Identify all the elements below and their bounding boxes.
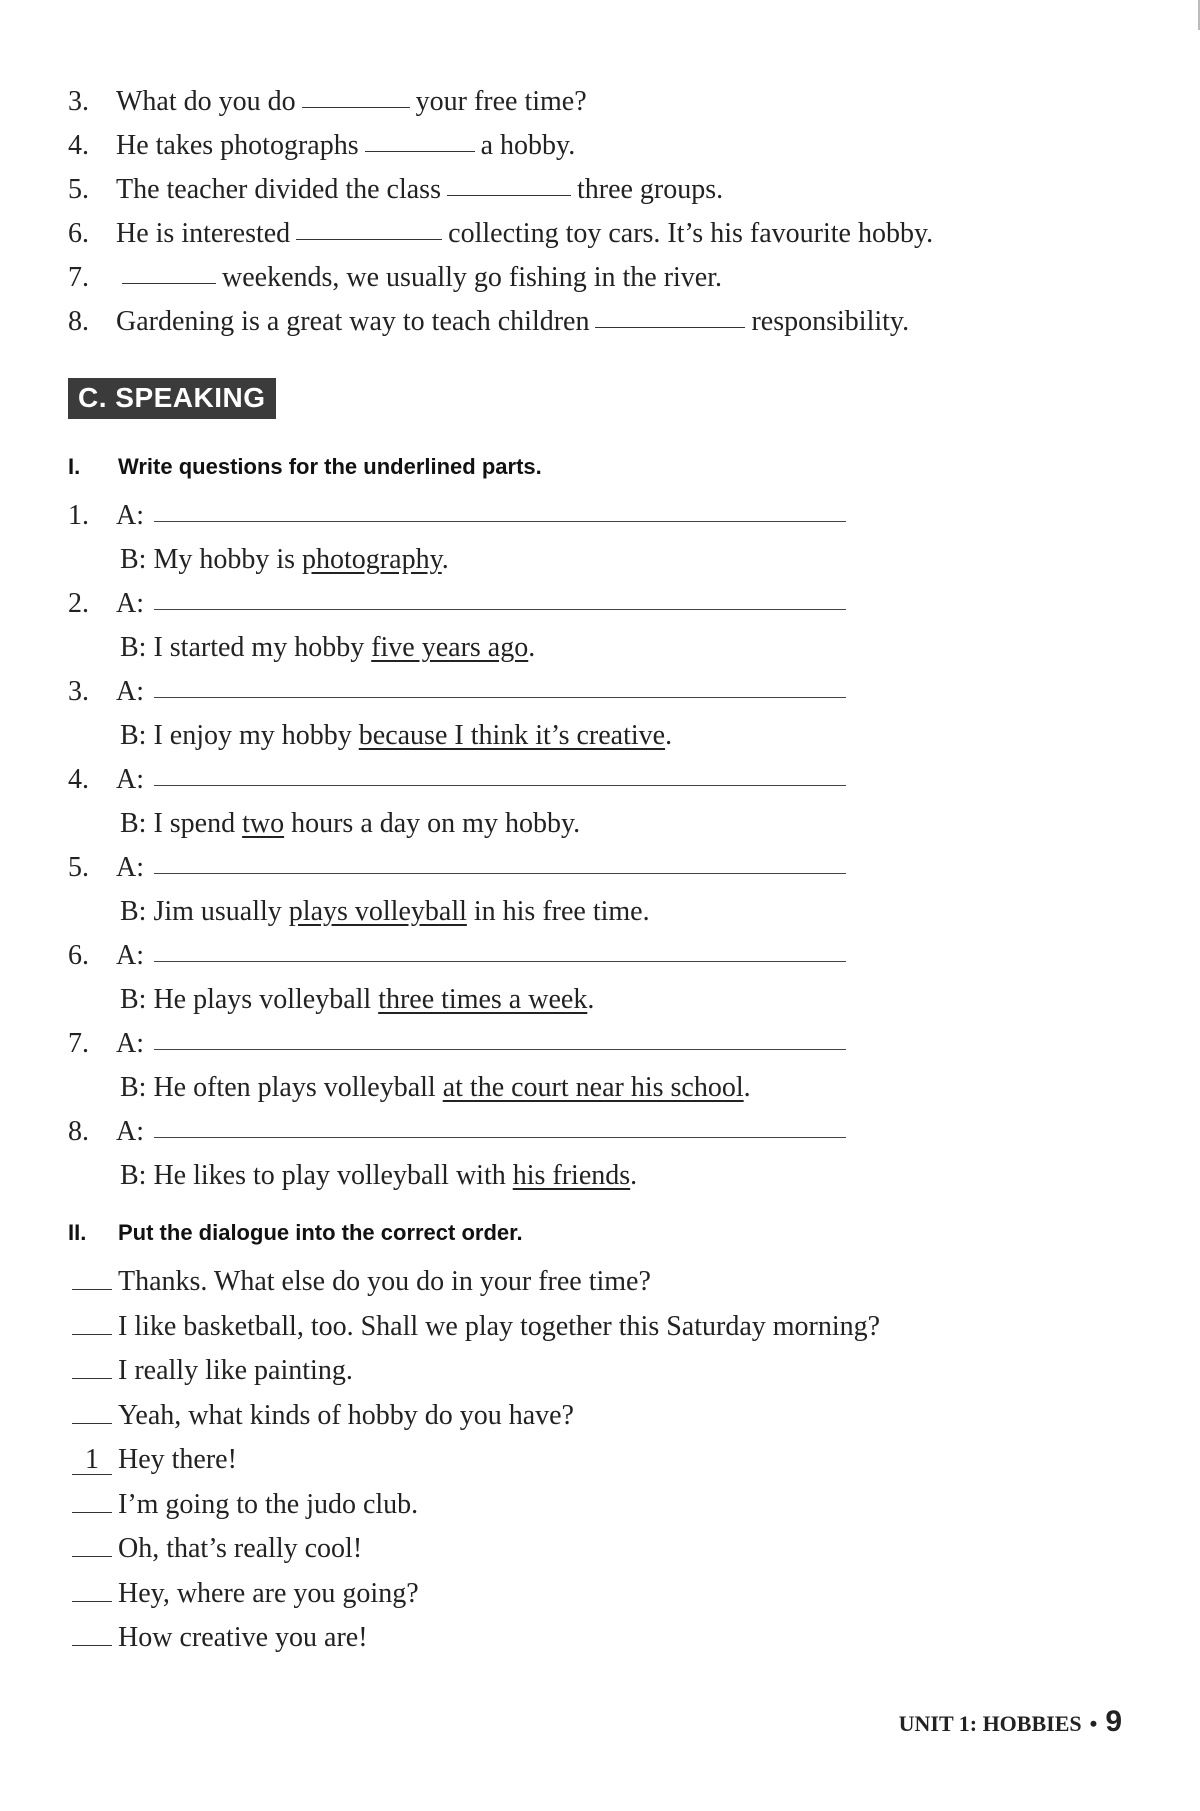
question-line: [68, 1028, 846, 1060]
underlined-part: three times a week: [378, 984, 588, 1015]
footer-unit-title: UNIT 1: HOBBIES: [898, 1711, 1082, 1736]
question-line: [68, 764, 846, 796]
dialogue-text: I’m going to the judo club.: [118, 1488, 419, 1520]
dialogue-line: [72, 1444, 237, 1476]
question-line: [68, 940, 846, 972]
order-slot[interactable]: [72, 1289, 112, 1290]
dialogue-line: [72, 1533, 362, 1565]
order-slot[interactable]: [72, 1334, 112, 1335]
underlined-part: photography: [302, 544, 442, 575]
item-number: 4.: [68, 764, 89, 795]
item-text-before: He takes photographs: [116, 130, 359, 161]
answer-sentence: [120, 808, 580, 840]
dialogue-line: [72, 1311, 880, 1343]
exercise-2-instruction: [68, 1220, 523, 1246]
page-footer: [899, 1705, 1122, 1739]
underlined-part: his friends: [512, 1160, 631, 1191]
answer-blank[interactable]: [365, 150, 475, 152]
speaker-a-label: A:: [116, 852, 144, 883]
item-number: 8.: [68, 306, 89, 337]
answer-prefix: B: He likes to play volleyball with: [120, 1160, 513, 1191]
exercise-1-instruction: [68, 454, 542, 480]
answer-sentence: [120, 632, 535, 664]
item-number: 3.: [68, 86, 89, 117]
answer-suffix: .: [743, 1072, 751, 1103]
speaker-a-label: A:: [116, 676, 144, 707]
question-answer-line[interactable]: [154, 1137, 846, 1138]
footer-bullet: •: [1089, 1711, 1098, 1736]
item-number: 5.: [68, 852, 89, 883]
underlined-part: because I think it’s creative: [358, 720, 666, 751]
question-answer-line[interactable]: [154, 609, 846, 610]
item-number: 3.: [68, 676, 89, 707]
item-number: 7.: [68, 262, 89, 293]
exercise-item: [68, 306, 909, 338]
exercise-item: [68, 218, 933, 250]
dialogue-text: Thanks. What else do you do in your free time?: [118, 1266, 651, 1297]
dialogue-line: [72, 1400, 574, 1432]
item-number: 6.: [68, 940, 89, 971]
answer-suffix: in his free time.: [466, 896, 650, 927]
exercise-2-instruction-text: Put the dialogue into the correct order.: [118, 1220, 523, 1245]
answer-sentence: [120, 984, 594, 1016]
answer-blank[interactable]: [447, 194, 571, 196]
answer-suffix: hours a day on my hobby.: [284, 808, 581, 839]
underlined-part: five years ago: [371, 632, 529, 663]
item-text-after: weekends, we usually go fishing in the river.: [222, 262, 723, 293]
speaker-a-label: A:: [116, 940, 144, 971]
question-line: [68, 852, 846, 884]
exercise-1-instruction-text: Write questions for the underlined parts.: [118, 454, 542, 479]
answer-suffix: .: [441, 544, 449, 575]
order-slot[interactable]: [72, 1512, 112, 1513]
order-slot[interactable]: [72, 1556, 112, 1557]
question-answer-line[interactable]: [154, 785, 846, 786]
question-answer-line[interactable]: [154, 1049, 846, 1050]
answer-prefix: B: I enjoy my hobby: [120, 720, 359, 751]
answer-blank[interactable]: [296, 238, 442, 240]
dialogue-text: I really like painting.: [118, 1355, 353, 1386]
exercise-item: [68, 130, 575, 162]
dialogue-line: [72, 1266, 651, 1298]
order-slot[interactable]: [72, 1601, 112, 1602]
order-slot[interactable]: [72, 1423, 112, 1424]
dialogue-line: [72, 1622, 368, 1654]
dialogue-text: Oh, that’s really cool!: [118, 1533, 363, 1564]
item-text-after: responsibility.: [751, 306, 910, 337]
answer-sentence: [120, 1160, 637, 1192]
speaker-a-label: A:: [116, 1028, 144, 1059]
dialogue-text: How creative you are!: [118, 1622, 368, 1653]
answer-sentence: [120, 720, 672, 752]
underlined-part: at the court near his school: [442, 1072, 744, 1103]
order-slot[interactable]: [72, 1378, 112, 1379]
item-number: 4.: [68, 130, 89, 161]
dialogue-line: [72, 1578, 419, 1610]
dialogue-text: Hey, where are you going?: [118, 1577, 419, 1609]
answer-sentence: [120, 544, 449, 576]
answer-prefix: B: He often plays volleyball: [120, 1072, 443, 1103]
answer-blank[interactable]: [302, 106, 410, 108]
item-number: 6.: [68, 218, 89, 249]
question-line: [68, 676, 846, 708]
dialogue-line: [72, 1489, 418, 1521]
answer-suffix: .: [665, 720, 673, 751]
item-text-before: Gardening is a great way to teach children: [116, 306, 590, 337]
answer-prefix: B: My hobby is: [120, 544, 303, 575]
item-text-after: collecting toy cars. It’s his favourite hobby.: [448, 218, 934, 249]
order-slot[interactable]: [72, 1645, 112, 1646]
exercise-item: [68, 262, 722, 294]
dialogue-text: Yeah, what kinds of hobby do you have?: [118, 1399, 574, 1431]
item-text-before: He is interested: [116, 218, 291, 249]
dialogue-line: [72, 1355, 353, 1387]
item-text-after: three groups.: [576, 174, 724, 205]
answer-blank[interactable]: [122, 282, 216, 284]
exercise-1-number: I.: [68, 454, 81, 479]
question-line: [68, 588, 846, 620]
item-text-before: The teacher divided the class: [116, 174, 441, 205]
speaker-a-label: A:: [116, 500, 144, 531]
answer-prefix: B: He plays volleyball: [120, 984, 379, 1015]
question-line: [68, 500, 846, 532]
question-answer-line[interactable]: [154, 521, 846, 522]
dialogue-text: I like basketball, too. Shall we play together this Saturday morning?: [118, 1310, 881, 1342]
speaker-a-label: A:: [116, 1116, 144, 1147]
answer-prefix: B: I spend: [120, 808, 243, 839]
question-answer-line[interactable]: [154, 697, 846, 698]
underlined-part: plays volleyball: [288, 896, 467, 927]
item-number: 5.: [68, 174, 89, 205]
answer-suffix: .: [528, 632, 536, 663]
answer-suffix: .: [630, 1160, 638, 1191]
answer-prefix: B: I started my hobby: [120, 632, 372, 663]
exercise-item: [68, 174, 723, 206]
item-number: 7.: [68, 1028, 89, 1059]
underlined-part: two: [242, 808, 285, 839]
answer-sentence: [120, 896, 650, 928]
section-heading-speaking: C. SPEAKING: [68, 378, 276, 419]
dialogue-text: Hey there!: [118, 1444, 237, 1475]
speaker-a-label: A:: [116, 588, 144, 619]
order-slot[interactable]: 1: [72, 1446, 112, 1475]
speaker-a-label: A:: [116, 764, 144, 795]
page-number: 9: [1105, 1705, 1122, 1738]
item-number: 1.: [68, 500, 89, 531]
exercise-2-number: II.: [68, 1220, 87, 1245]
answer-blank[interactable]: [595, 326, 745, 328]
answer-sentence: [120, 1072, 751, 1104]
item-number: 2.: [68, 588, 89, 619]
answer-suffix: .: [587, 984, 595, 1015]
question-line: [68, 1116, 846, 1148]
question-answer-line[interactable]: [154, 873, 846, 874]
item-text-after: a hobby.: [480, 130, 576, 161]
item-text-before: What do you do: [116, 86, 296, 117]
question-answer-line[interactable]: [154, 961, 846, 962]
exercise-item: [68, 86, 587, 118]
item-number: 8.: [68, 1116, 89, 1147]
answer-prefix: B: Jim usually: [120, 896, 289, 927]
item-text-after: your free time?: [415, 86, 587, 117]
